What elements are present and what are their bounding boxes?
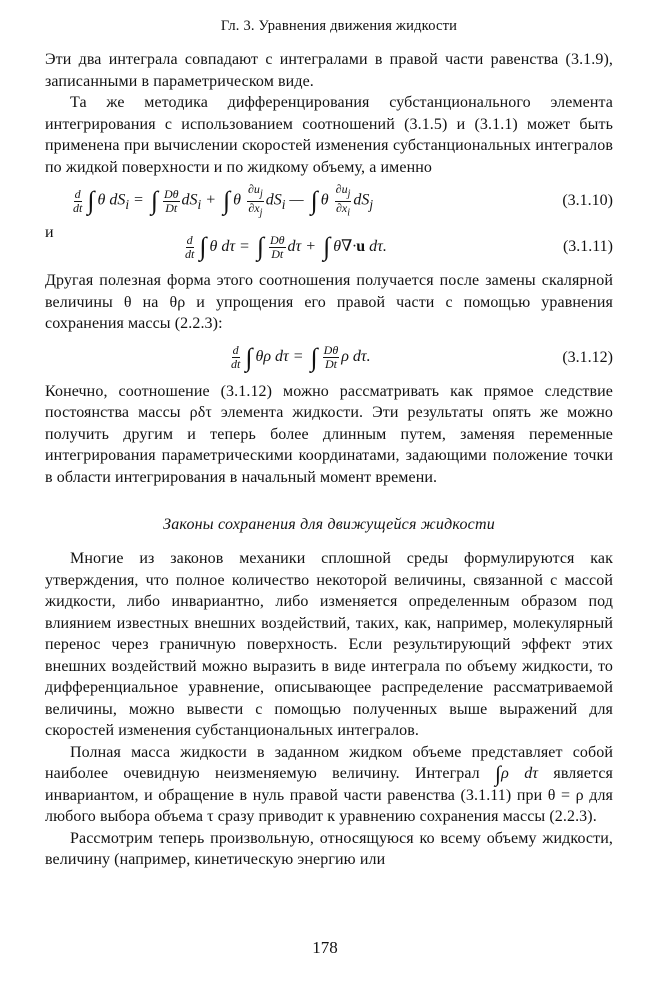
paragraph-4: Конечно, соотношение (3.1.12) можно рассматривать как прямое следствие постоянства массы ρδτ элемента жидкости. Эти результаты опять же можно получить другим и теперь более длинным путем, заменяя переменные интегрирования параметрическими координатами, задающими положение точки в области интегрирования в начальный момент времени.	[45, 382, 613, 486]
equation-3-1-11: и $\frac{d}{dt}$ ∫ θ dτ = ∫ $\frac{D\theta}{Dt}$ dτ + ∫ θ∇·u dτ. (3.1.11)	[45, 224, 613, 261]
book-page	[45, 18, 613, 871]
paragraph-6-part-b: является инвариантом, и обращение в нуль правой части равенства (3.1.11) при θ = ρ для любого выбора объема τ сразу приводит к уравнению сохранения массы (2.2.3).	[45, 765, 613, 825]
paragraph-1: Эти два интеграла совпадают с интегралами в правой части равенства (3.1.9), записанными в параметрическом виде.	[45, 51, 613, 90]
equation-number: (3.1.10)	[562, 192, 613, 209]
section-title: Законы сохранения для движущейся жидкости	[163, 516, 495, 533]
paragraph-7: Рассмотрим теперь произвольную, относящуюся ко всему объему жидкости, величину (например, кинетическую энергию или	[45, 829, 613, 868]
equation-3-1-12: $\frac{d}{dt}$ ∫ θρ dτ = ∫ $\frac{D\theta}{Dt}$ ρ dτ. (3.1.12)	[231, 342, 613, 372]
paragraph-5: Многие из законов механики сплошной среды формулируются как утверждения, что полное количество некоторой величины, связанной с массой жидкости, либо инвариантно, либо изменяется определенным образом под влиянием известных внешних воздействий, таких, как, например, молекулярный перенос через граничную поверхность. Если результирующий эффект этих внешних воздействий можно выразить в виде интеграла по объему жидкости, то дифференциальное уравнение, описывающее распределение рассматриваемой величины, можно вывести с помощью полученных выше выражений для скоростей изменения субстанциональных интегралов.	[45, 550, 613, 739]
conjunction: и	[45, 224, 54, 241]
running-header: Гл. 3. Уравнения движения жидкости	[220, 18, 458, 34]
paragraph-2: Та же методика дифференцирования субстанционального элемента интегрирования с использованием соотношений (3.1.5) и (3.1.1) может быть применена при вычислении скоростей изменения субстанциональных интегралов по жидкой поверхности и по жидкому объему, а именно	[45, 94, 613, 176]
equation-3-1-10: $\frac{d}{dt}$ ∫ θ $dS_i$ = ∫ $\frac{D\theta}{Dt}$ $dS_i$ + ∫ θ $\frac{\partial u_j}{\partial x_j}$ $dS_i$ — ∫ θ $\frac{\partial u_j}{\partial x_i}$ $dS_j$ (3.1.10)	[73, 182, 613, 218]
equation-number: (3.1.11)	[562, 238, 613, 255]
paragraph-6: Полная масса жидкости в заданном жидком объеме представляет собой наиболее очевидную неизменяемую величину. Интеграл ∫ρ dτ является инвариантом, и обращение в нуль правой части равенства (3.1.11) при θ = ρ для любого выбора объема τ сразу приводит к уравнению сохранения массы (2.2.3).	[45, 743, 613, 825]
equation-number: (3.1.12)	[562, 348, 613, 366]
integral-symbol: ∫	[495, 761, 502, 786]
paragraph-6-part-a: Полная масса жидкости в заданном жидком объеме представляет собой наиболее очевидную неизменяемую величину. Интеграл	[45, 743, 613, 782]
page-number: 178	[312, 938, 338, 957]
paragraph-3: Другая полезная форма этого соотношения получается после замены скалярной величины θ на θρ и упрощения его правой части с помощью уравнения сохранения массы (2.2.3):	[45, 272, 613, 332]
